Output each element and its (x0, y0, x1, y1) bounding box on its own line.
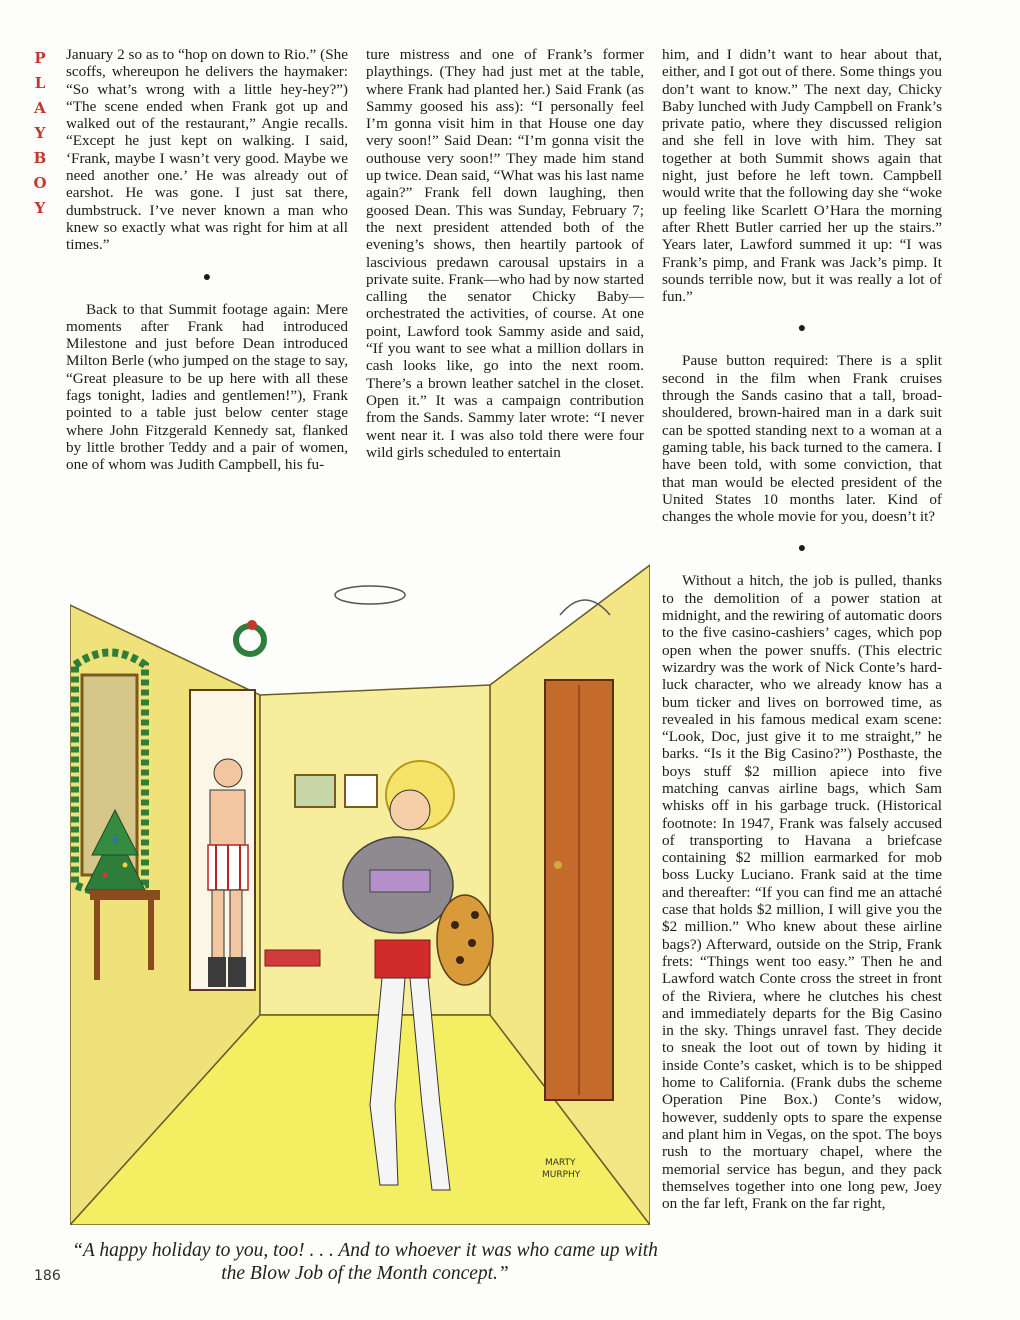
page-number: 186 (34, 1268, 61, 1284)
cartoon-drawing (70, 545, 650, 1225)
section-break-dot: ● (797, 321, 807, 337)
paragraph: January 2 so as to “hop on down to Rio.” (She scoffs, whereupon he delivers the haymaker: “So what’s wrong with a little hey-hey?”) “The scene ended when Frank got up and walked out of the restaurant,” Angie recalls. “Except he just kept on walking. I said, ‘Frank, maybe I wasn’t very good. Maybe we need another one.’ He was already out of earshot. He was gone. I just sat there, dumbstruck. I’ve never known a man who knew so exactly what was right for him at all times.” (66, 46, 348, 254)
running-head-letter: A (34, 99, 46, 117)
running-head-letter: Y (34, 199, 46, 217)
text-column-3 (662, 46, 942, 1212)
running-head-letter: O (33, 174, 47, 192)
text-column-2 (366, 46, 644, 461)
paragraph: Without a hitch, the job is pulled, thanks to the demolition of a power station at midnight, and the rewiring of automatic doors to the five casino-cashiers’ cages, which pop open when the power snuffs. (This electric wizardry was the work of Nick Conte’s hard-luck character, who we already know has a bum ticker and lives on borrowed time, as revealed in his famous medical exam scene: “Look, Doc, just give it to me straight,” he barks. “Is it the Big Casino?”) Posthaste, the boys stuff $2 million apiece into five matching canvas airline bags, which Sam whisks off in his garbage truck. (Historical footnote: In 1947, Frank was falsely accused of transporting to Havana a briefcase containing $2 million earmarked for mob boss Lucky Luciano. Frank said at the time and thereafter: “If you can find me an attaché case that holds $2 million, I will give you the $2 million.” Who knew about these airline bags?) Afterward, outside on the Strip, Frank frets: “Things went too easy.” Then he and Lawford watch Conte cross the street in front of the Riviera, where he clutches his chest and immediately departs for the Big Casino in the sky. Things unravel fast. They decide to sneak the loot out of town by hiding it inside Conte’s casket, which is to be shipped home to California. (Frank dubs the scheme Operation Pine Box.) Conte’s widow, however, suddenly opts to spare the expense and plant him in Vegas, on the spot. The boys rush to the mortuary chapel, where the memorial service has begun, and they pack themselves together into one long pew, Joey on the far left, Frank on the far right, (662, 572, 942, 1213)
paragraph: Back to that Summit footage again: Mere moments after Frank had introduced Milestone and just before Dean introduced Milton Berle (who jumped on the stage to say, “Great pleasure to be up here with all these fags tonight, ladies and gentlemen!”), Frank pointed to a table just below center stage where John Fitzgerald Kennedy sat, flanked by little brother Teddy and a pair of women, one of whom was Judith Campbell, his fu- (66, 300, 348, 474)
running-head-letter: B (33, 149, 47, 167)
section-break-dot: ● (202, 269, 212, 285)
running-head-letter: Y (34, 124, 46, 142)
running-head-magazine-name (28, 46, 52, 221)
paragraph: Pause button required: There is a split second in the film when Frank cruises through the Sands casino that a tall, broad-shouldered, brown-haired man in a dark suit can be spotted standing next to a woman at a gaming table, his back turned to the camera. I have been told, with some conviction, that that man would be elected president of the United States 10 months later. Kind of changes the whole movie for you, doesn’t it? (662, 352, 942, 526)
paragraph: him, and I didn’t want to hear about that, either, and I got out of there. Some things you don’t want to know.” The next day, Chicky Baby lunched with Judy Campbell on Frank’s private patio, where they discussed religion and she fell in love with him. They sat together at both Summit shows again that night, just before he left town. Campbell would write that the following day she “woke up feeling like Scarlett O’Hara the morning after Rhett Butler carried her up the stairs.” Years later, Lawford summed it up: “I was Frank’s pimp, and Frank was Jack’s pimp. It sounds terrible now, but it was really a lot of fun.” (662, 46, 942, 306)
running-head-letter: L (34, 74, 46, 92)
artist-signature: MURPHY (542, 1170, 581, 1180)
section-break-dot: ● (797, 541, 807, 557)
cartoon-illustration (70, 545, 650, 1225)
artist-signature: MARTY (545, 1158, 576, 1168)
running-head-letter: P (34, 49, 46, 67)
cartoon-caption: “A happy holiday to you, too! . . . And to whoever it was who came up with the Blow Job of the Month concept.” (72, 1240, 658, 1284)
text-column-1 (66, 46, 348, 474)
paragraph: ture mistress and one of Frank’s former playthings. (They had just met at the table, where Frank had planted her.) Said Frank (as Sammy goosed his ass): “I personally feel I’m gonna visit him in that House one day very soon!” Said Dean: “I’m gonna visit the outhouse very soon!” They made him stand up twice. Dean said, “What was his last name again?” Frank fell down laughing, then goosed Dean. This was Sunday, February 7; the next president attended both of the evening’s shows, then heartily partook of lascivious predawn carousal upstairs in a private suite. Frank—who had by now started calling the senator Chicky Baby—orchestrated the activities, of course. At one point, Lawford took Sammy aside and said, “If you want to see what a million dollars in cash looks like, go into the next room. There’s a brown leather satchel in the closet. Open it.” It was a campaign contribution from the Sands. Sammy later wrote: “I never went near it. I was also told there were four wild girls scheduled to entertain (366, 46, 644, 461)
